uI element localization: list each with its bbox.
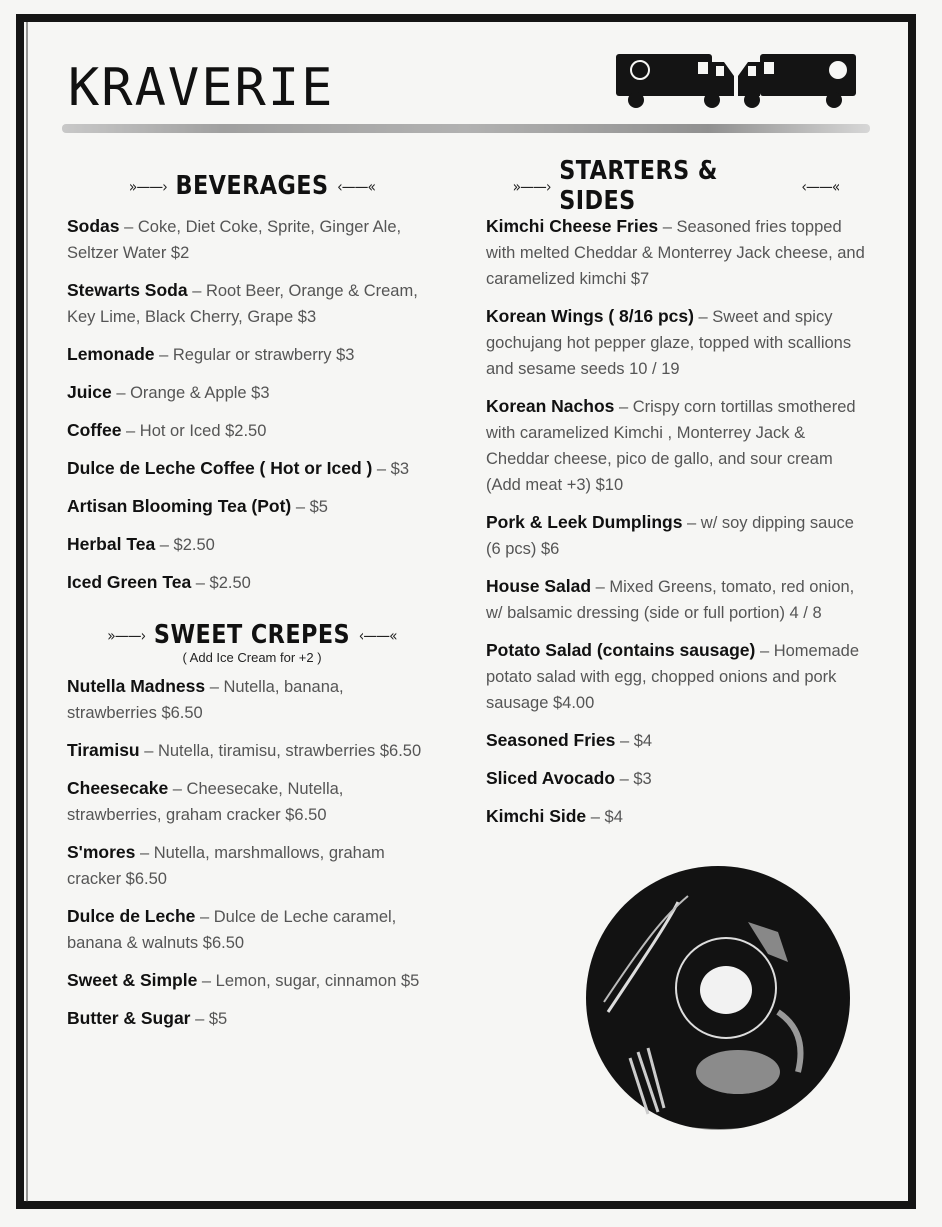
menu-item-stewarts-soda: Stewarts Soda – Root Beer, Orange & Cream, Key Lime, Black Cherry, Grape $3: [67, 280, 418, 326]
beverages-list: [67, 213, 437, 596]
menu-item-korean-wings: Korean Wings ( 8/16 pcs) – Sweet and spicy gochujang hot pepper glaze, topped with scallions and sesame seeds 10 / 19: [486, 306, 852, 378]
menu-item-korean-nachos: Korean Nachos – Crispy corn tortillas smothered with caramelized Kimchi , Monterrey Jack & Cheddar cheese, pico de gallo, and sour cream (Add meat +3) $10: [486, 396, 856, 494]
menu-item-dulce-coffee: Dulce de Leche Coffee ( Hot or Iced ) – $3: [67, 458, 410, 478]
beverages-title: BEVERAGES: [175, 171, 329, 201]
arrow-left-icon: ‹——«: [358, 625, 397, 645]
food-truck-icon: [612, 48, 864, 114]
arrow-right-icon: »——›: [512, 176, 551, 196]
arrow-right-icon: »——›: [128, 176, 167, 196]
right-column: [486, 156, 866, 841]
brand-title: KRAVERIE: [68, 58, 335, 118]
menu-item-sodas: Sodas – Coke, Diet Coke, Sprite, Ginger Ale, Seltzer Water $2: [67, 216, 402, 262]
menu-item-kimchi-cheese-fries: Kimchi Cheese Fries – Seasoned fries topped with melted Cheddar & Monterrey Jack cheese, and caramelized kimchi $7: [486, 216, 865, 288]
menu-item-butter-sugar: Butter & Sugar – $5: [67, 1008, 228, 1028]
menu-item-nutella-madness: Nutella Madness – Nutella, banana, strawberries $6.50: [67, 676, 344, 722]
starters-heading: [512, 156, 840, 216]
crepes-heading: [93, 614, 411, 656]
food-truck-left: [616, 54, 734, 108]
menu-item-juice: Juice – Orange & Apple $3: [67, 382, 270, 402]
menu-item-potato-salad: Potato Salad (contains sausage) – Homemade potato salad with egg, chopped onions and pork sausage $4.00: [486, 640, 860, 712]
menu-item-house-salad: House Salad – Mixed Greens, tomato, red onion, w/ balsamic dressing (side or full portion) 4 / 8: [486, 576, 855, 622]
crepes-note: ( Add Ice Cream for +2 ): [182, 650, 322, 665]
left-column: [67, 165, 437, 1043]
arrow-left-icon: ‹——«: [337, 176, 376, 196]
menu-item-iced-green-tea: Iced Green Tea – $2.50: [67, 572, 251, 592]
menu-item-cheesecake: Cheesecake – Cheesecake, Nutella, strawberries, graham cracker $6.50: [67, 778, 344, 824]
menu-item-herbal-tea: Herbal Tea – $2.50: [67, 534, 215, 554]
menu-item-dumplings: Pork & Leek Dumplings – w/ soy dipping sauce (6 pcs) $6: [486, 512, 854, 558]
starters-list: [486, 213, 866, 830]
menu-item-tiramisu: Tiramisu – Nutella, tiramisu, strawberries $6.50: [67, 740, 422, 760]
menu-item-lemonade: Lemonade – Regular or strawberry $3: [67, 344, 355, 364]
menu-item-seasoned-fries: Seasoned Fries – $4: [486, 730, 653, 750]
beverages-heading: [93, 165, 411, 207]
menu-item-dulce-de-leche: Dulce de Leche – Dulce de Leche caramel, banana & walnuts $6.50: [67, 906, 397, 952]
menu-item-blooming-tea: Artisan Blooming Tea (Pot) – $5: [67, 496, 328, 516]
arrow-right-icon: »——›: [107, 625, 146, 645]
brush-divider: [62, 124, 870, 133]
starters-title: STARTERS & SIDES: [559, 156, 718, 216]
menu-item-sweet-simple: Sweet & Simple – Lemon, sugar, cinnamon $5: [67, 970, 420, 990]
menu-item-sliced-avocado: Sliced Avocado – $3: [486, 768, 652, 788]
crepes-title: SWEET CREPES: [153, 620, 351, 650]
menu-item-smores: S'mores – Nutella, marshmallows, graham cracker $6.50: [67, 842, 385, 888]
crepes-list: [67, 673, 437, 1032]
menu-item-coffee: Coffee – Hot or Iced $2.50: [67, 420, 267, 440]
bibimbap-plate-illustration: [578, 862, 858, 1134]
menu-item-kimchi-side: Kimchi Side – $4: [486, 806, 623, 826]
arrow-left-icon: ‹——«: [801, 176, 840, 196]
